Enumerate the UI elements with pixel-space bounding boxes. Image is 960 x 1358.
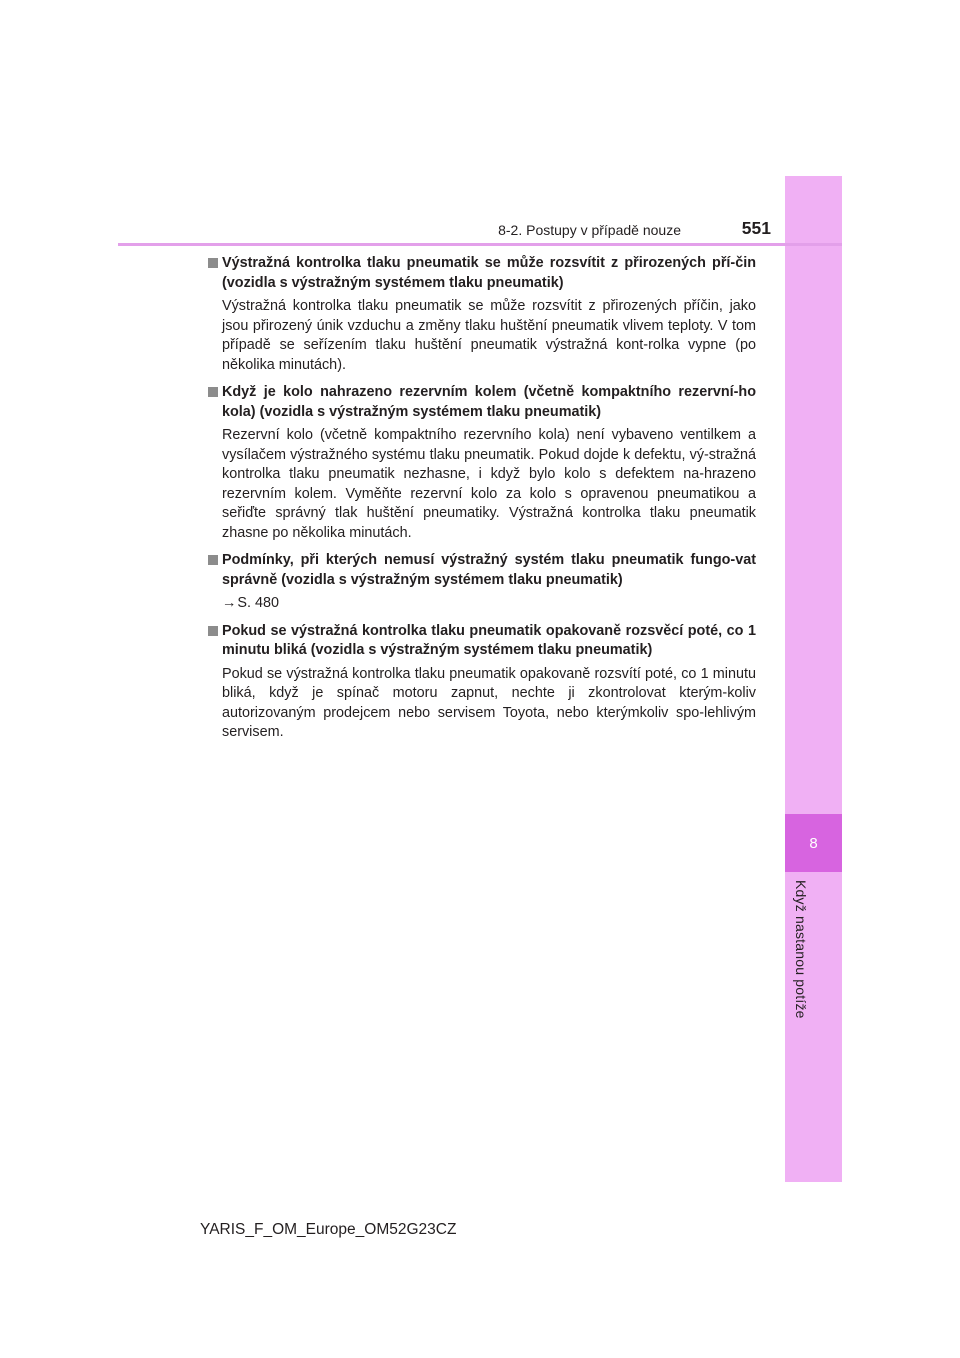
list-item [208, 551, 756, 614]
page-number: 551 [741, 218, 771, 238]
header-divider [118, 243, 842, 246]
chapter-number-box [785, 814, 842, 872]
item-heading: Výstražná kontrolka tlaku pneumatik se může rozsvítit z přirozených pří-čin (vozidla s výstražným systémem tlaku pneumatik) [208, 254, 756, 293]
item-heading: Pokud se výstražná kontrolka tlaku pneumatik opakovaně rozsvěcí poté, co 1 minutu bliká (vozidla s výstražným systémem tlaku pneumatik) [208, 622, 756, 661]
arrow-right-icon: → [222, 595, 237, 611]
item-body: Rezervní kolo (včetně kompaktního rezervního kola) není vybaveno ventilkem a vysílačem výstražného systému tlaku pneumatik. Pokud dojde k defektu, vý-stražná kontrolka tlaku pneumatik nezhasne, i když bylo kolo s defektem na-hrazeno rezervním kolem. Vyměňte rezervní kolo za kolo s opravenou pneumatikou a seřiďte správný tlak huštění pneumatiky. Výstražná kontrolka tlaku pneumatik zhasne po několika minutách. [222, 427, 756, 541]
list-item [208, 383, 756, 543]
page-reference-text: S. 480 [237, 595, 279, 611]
chapter-title: Když nastanou potíže [793, 880, 809, 1019]
page-content [208, 254, 756, 751]
square-bullet-icon [208, 387, 218, 397]
page-reference[interactable] [208, 594, 756, 614]
list-item [208, 254, 756, 375]
chapter-number: 8 [809, 834, 818, 852]
header-section-title: 8-2. Postupy v případě nouze [498, 222, 681, 238]
item-body: Pokud se výstražná kontrolka tlaku pneumatik opakovaně rozsvítí poté, co 1 minutu bliká, když je spínač motoru zapnut, nechte ji zkontrolovat kterým-koliv autorizovaným prodejcem nebo servisem Toyota, nebo kterýmkoliv spo-lehlivým servisem. [222, 665, 756, 740]
square-bullet-icon [208, 555, 218, 565]
square-bullet-icon [208, 626, 218, 636]
side-chapter-tab [785, 176, 842, 1182]
item-heading: Podmínky, při kterých nemusí výstražný systém tlaku pneumatik fungo-vat správně (vozidla s výstražným systémem tlaku pneumatik) [208, 551, 756, 590]
item-heading: Když je kolo nahrazeno rezervním kolem (včetně kompaktního rezervní-ho kola) (vozidla s výstražným systémem tlaku pneumatik) [208, 383, 756, 422]
list-item [208, 622, 756, 743]
document-code: YARIS_F_OM_Europe_OM52G23CZ [200, 1221, 457, 1238]
square-bullet-icon [208, 258, 218, 268]
item-body: Výstražná kontrolka tlaku pneumatik se může rozsvítit z přirozených příčin, jako jsou přirozený únik vzduchu a změny tlaku huštění pneumatik vlivem teploty. V tom případě se seřízením tlaku huštění pneumatik výstražná kont-rolka vypne (po několika minutách). [222, 298, 756, 373]
